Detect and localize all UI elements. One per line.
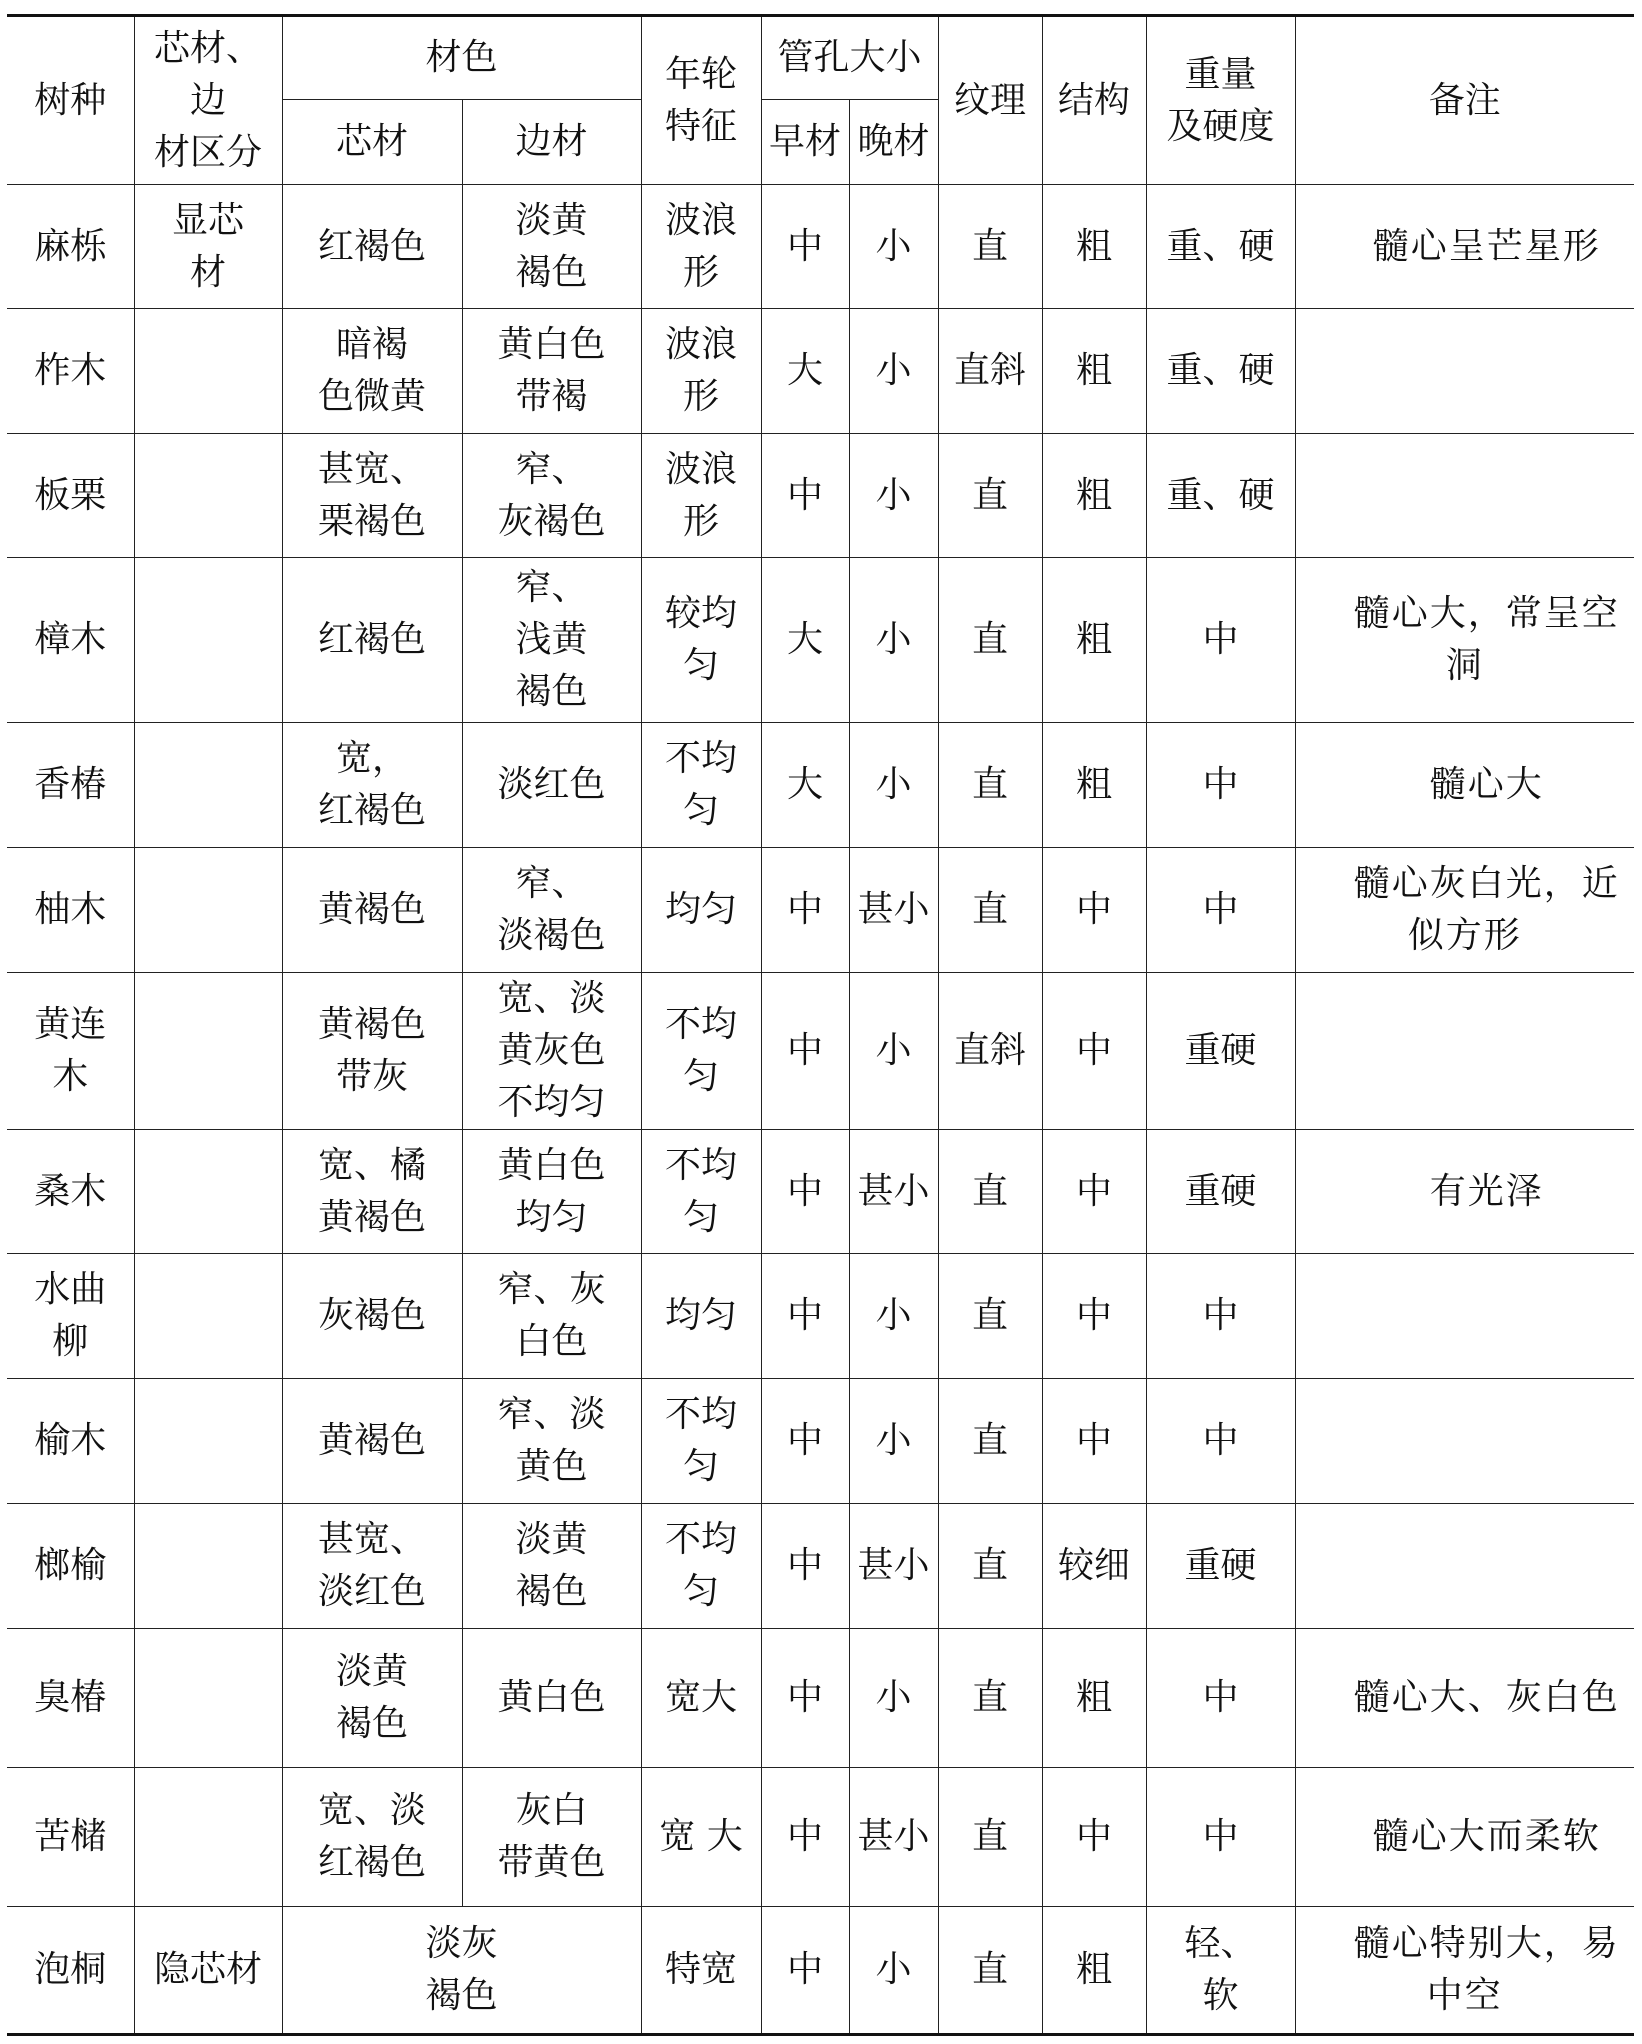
cell-earlywood-pore: 中 [761,1379,849,1504]
cell-grain: 直 [938,848,1042,973]
cell-wood-color-merged: 淡灰 褐色 [282,1907,641,2035]
cell-latewood-pore: 甚小 [849,1130,938,1254]
cell-remark [1295,434,1634,558]
cell-weight-hardness: 重、硬 [1146,309,1295,434]
cell-grain: 直 [938,185,1042,309]
cell-grain: 直 [938,1629,1042,1768]
cell-earlywood-pore: 中 [761,1504,849,1629]
cell-weight-hardness: 中 [1146,1379,1295,1504]
cell-earlywood-pore: 中 [761,1629,849,1768]
cell-remark [1295,1504,1634,1629]
cell-sapwood-color: 窄、 浅黄 褐色 [462,558,641,723]
cell-heartwood-distinction [134,973,282,1130]
cell-species: 泡桐 [7,1907,134,2035]
cell-growth-ring: 不均 匀 [641,1504,761,1629]
cell-growth-ring: 均匀 [641,848,761,973]
cell-sapwood-color: 窄、 淡褐色 [462,848,641,973]
cell-weight-hardness: 中 [1146,1254,1295,1379]
cell-weight-hardness: 中 [1146,558,1295,723]
cell-latewood-pore: 小 [849,558,938,723]
cell-heartwood-color: 甚宽、 栗褐色 [282,434,462,558]
cell-sapwood-color: 淡黄 褐色 [462,1504,641,1629]
cell-grain: 直 [938,1254,1042,1379]
cell-heartwood-distinction [134,309,282,434]
remark-text: 髓心灰白光，近似方形 [1353,863,1620,956]
table-row [7,723,1634,848]
cell-species: 苦槠 [7,1768,134,1907]
remark-text: 髓心大 [1429,764,1544,805]
cell-species: 香椿 [7,723,134,848]
cell-remark [1295,1379,1634,1504]
cell-growth-ring: 特宽 [641,1907,761,2035]
cell-earlywood-pore: 大 [761,309,849,434]
remark-text: 有光泽 [1429,1170,1544,1212]
cell-sapwood-color: 黄白色 均匀 [462,1130,641,1254]
header-wood-color: 材色 [282,16,641,100]
remark-text: 髓心大，常呈空洞 [1353,593,1620,686]
cell-weight-hardness: 中 [1146,1768,1295,1907]
cell-species: 榆木 [7,1379,134,1504]
table-row [7,1130,1634,1254]
header-species: 树种 [7,16,134,185]
cell-texture: 粗 [1042,1907,1146,2035]
cell-grain: 直 [938,1379,1042,1504]
cell-growth-ring: 均匀 [641,1254,761,1379]
cell-remark [1295,558,1634,723]
cell-sapwood-color: 黄白色 [462,1629,641,1768]
cell-texture: 中 [1042,1130,1146,1254]
cell-species: 臭椿 [7,1629,134,1768]
cell-remark [1295,1768,1634,1907]
cell-remark [1295,848,1634,973]
cell-remark [1295,1254,1634,1379]
cell-latewood-pore: 小 [849,1629,938,1768]
cell-remark [1295,973,1634,1130]
cell-species: 麻栎 [7,185,134,309]
cell-earlywood-pore: 中 [761,848,849,973]
cell-grain: 直斜 [938,973,1042,1130]
header-sapwood: 边材 [462,100,641,185]
cell-latewood-pore: 甚小 [849,848,938,973]
cell-latewood-pore: 小 [849,309,938,434]
cell-latewood-pore: 小 [849,1907,938,2035]
cell-weight-hardness: 重、硬 [1146,434,1295,558]
cell-growth-ring: 不均 匀 [641,1379,761,1504]
table-row [7,185,1634,309]
cell-heartwood-distinction [134,1379,282,1504]
cell-remark [1295,185,1634,309]
cell-heartwood-distinction [134,723,282,848]
cell-latewood-pore: 小 [849,723,938,848]
cell-earlywood-pore: 中 [761,1254,849,1379]
header-heartwood-distinction: 芯材、边 材区分 [134,16,282,185]
cell-heartwood-color: 甚宽、 淡红色 [282,1504,462,1629]
cell-species: 板栗 [7,434,134,558]
cell-heartwood-distinction: 显芯 材 [134,185,282,309]
cell-remark [1295,309,1634,434]
cell-remark [1295,723,1634,848]
cell-sapwood-color: 淡黄 褐色 [462,185,641,309]
header-grain: 纹理 [938,16,1042,185]
table-row [7,973,1634,1130]
remark-text: 髓心大而柔软 [1372,1816,1601,1857]
cell-sapwood-color: 灰白 带黄色 [462,1768,641,1907]
cell-texture: 中 [1042,973,1146,1130]
cell-texture: 中 [1042,848,1146,973]
cell-species: 榔榆 [7,1504,134,1629]
cell-growth-ring: 宽 大 [641,1768,761,1907]
cell-growth-ring: 波浪 形 [641,185,761,309]
cell-heartwood-color: 黄褐色 [282,848,462,973]
cell-texture: 粗 [1042,723,1146,848]
cell-grain: 直 [938,1768,1042,1907]
cell-weight-hardness: 重、硬 [1146,185,1295,309]
cell-texture: 粗 [1042,1629,1146,1768]
cell-weight-hardness: 重硬 [1146,1130,1295,1254]
cell-grain: 直 [938,558,1042,723]
cell-sapwood-color: 宽、淡 黄灰色 不均匀 [462,973,641,1130]
table-row [7,1907,1634,2035]
cell-texture: 中 [1042,1379,1146,1504]
table-row [7,309,1634,434]
cell-weight-hardness: 中 [1146,723,1295,848]
cell-heartwood-distinction [134,848,282,973]
cell-growth-ring: 不均 匀 [641,973,761,1130]
cell-sapwood-color: 窄、 灰褐色 [462,434,641,558]
cell-weight-hardness: 轻、 软 [1146,1907,1295,2035]
cell-remark [1295,1629,1634,1768]
cell-sapwood-color: 淡红色 [462,723,641,848]
cell-sapwood-color: 窄、灰 白色 [462,1254,641,1379]
cell-growth-ring: 波浪 形 [641,309,761,434]
cell-heartwood-color: 黄褐色 [282,1379,462,1504]
header-heartwood: 芯材 [282,100,462,185]
table-row [7,558,1634,723]
cell-species: 柞木 [7,309,134,434]
cell-latewood-pore: 甚小 [849,1768,938,1907]
cell-latewood-pore: 小 [849,434,938,558]
cell-heartwood-color: 灰褐色 [282,1254,462,1379]
cell-texture: 中 [1042,1254,1146,1379]
cell-heartwood-distinction [134,558,282,723]
cell-grain: 直斜 [938,309,1042,434]
cell-growth-ring: 较均 匀 [641,558,761,723]
table-row [7,1379,1634,1504]
cell-texture: 粗 [1042,558,1146,723]
cell-grain: 直 [938,1504,1042,1629]
table-row [7,848,1634,973]
cell-heartwood-color: 宽， 红褐色 [282,723,462,848]
cell-latewood-pore: 甚小 [849,1504,938,1629]
cell-earlywood-pore: 中 [761,1130,849,1254]
cell-heartwood-color: 宽、橘 黄褐色 [282,1130,462,1254]
header-pore-size: 管孔大小 [761,16,938,100]
cell-weight-hardness: 重硬 [1146,973,1295,1130]
remark-text: 髓心特别大，易中空 [1353,1923,1620,2016]
header-remarks: 备注 [1295,16,1634,185]
cell-texture: 粗 [1042,309,1146,434]
cell-sapwood-color: 黄白色 带褐 [462,309,641,434]
cell-latewood-pore: 小 [849,1254,938,1379]
cell-sapwood-color: 窄、淡 黄色 [462,1379,641,1504]
cell-heartwood-distinction [134,1504,282,1629]
wood-properties-table [7,14,1634,2036]
cell-texture: 中 [1042,1768,1146,1907]
cell-grain: 直 [938,1130,1042,1254]
cell-heartwood-distinction [134,434,282,558]
cell-species: 柚木 [7,848,134,973]
cell-texture: 粗 [1042,185,1146,309]
cell-heartwood-color: 宽、淡 红褐色 [282,1768,462,1907]
cell-growth-ring: 波浪 形 [641,434,761,558]
table-row [7,434,1634,558]
cell-growth-ring: 宽大 [641,1629,761,1768]
cell-weight-hardness: 中 [1146,848,1295,973]
cell-earlywood-pore: 中 [761,1907,849,2035]
cell-heartwood-distinction [134,1130,282,1254]
cell-heartwood-color: 红褐色 [282,558,462,723]
cell-heartwood-color: 红褐色 [282,185,462,309]
cell-grain: 直 [938,434,1042,558]
table-row [7,1629,1634,1768]
header-growth-ring: 年轮 特征 [641,16,761,185]
cell-species: 水曲 柳 [7,1254,134,1379]
header-weight-hardness: 重量 及硬度 [1146,16,1295,185]
cell-heartwood-color: 黄褐色 带灰 [282,973,462,1130]
table-row [7,1504,1634,1629]
cell-earlywood-pore: 中 [761,973,849,1130]
cell-heartwood-distinction [134,1629,282,1768]
cell-earlywood-pore: 中 [761,185,849,309]
cell-growth-ring: 不均 匀 [641,723,761,848]
header-texture: 结构 [1042,16,1146,185]
cell-earlywood-pore: 中 [761,1768,849,1907]
cell-earlywood-pore: 中 [761,434,849,558]
cell-texture: 较细 [1042,1504,1146,1629]
cell-heartwood-distinction [134,1768,282,1907]
cell-species: 樟木 [7,558,134,723]
cell-texture: 粗 [1042,434,1146,558]
cell-remark [1295,1130,1634,1254]
cell-latewood-pore: 小 [849,1379,938,1504]
cell-latewood-pore: 小 [849,185,938,309]
cell-earlywood-pore: 大 [761,723,849,848]
cell-heartwood-distinction: 隐芯材 [134,1907,282,2035]
cell-latewood-pore: 小 [849,973,938,1130]
cell-heartwood-color: 淡黄 褐色 [282,1629,462,1768]
cell-growth-ring: 不均 匀 [641,1130,761,1254]
remark-text: 髓心呈芒星形 [1372,225,1601,267]
cell-species: 黄连 木 [7,973,134,1130]
table-row [7,1768,1634,1907]
cell-heartwood-color: 暗褐 色微黄 [282,309,462,434]
cell-earlywood-pore: 大 [761,558,849,723]
cell-grain: 直 [938,723,1042,848]
header-earlywood: 早材 [761,100,849,185]
remark-text: 髓心大、灰白色 [1353,1677,1620,1718]
cell-weight-hardness: 重硬 [1146,1504,1295,1629]
cell-species: 桑木 [7,1130,134,1254]
header-latewood: 晚材 [849,100,938,185]
cell-heartwood-distinction [134,1254,282,1379]
cell-weight-hardness: 中 [1146,1629,1295,1768]
cell-remark [1295,1907,1634,2035]
cell-grain: 直 [938,1907,1042,2035]
table-row [7,1254,1634,1379]
